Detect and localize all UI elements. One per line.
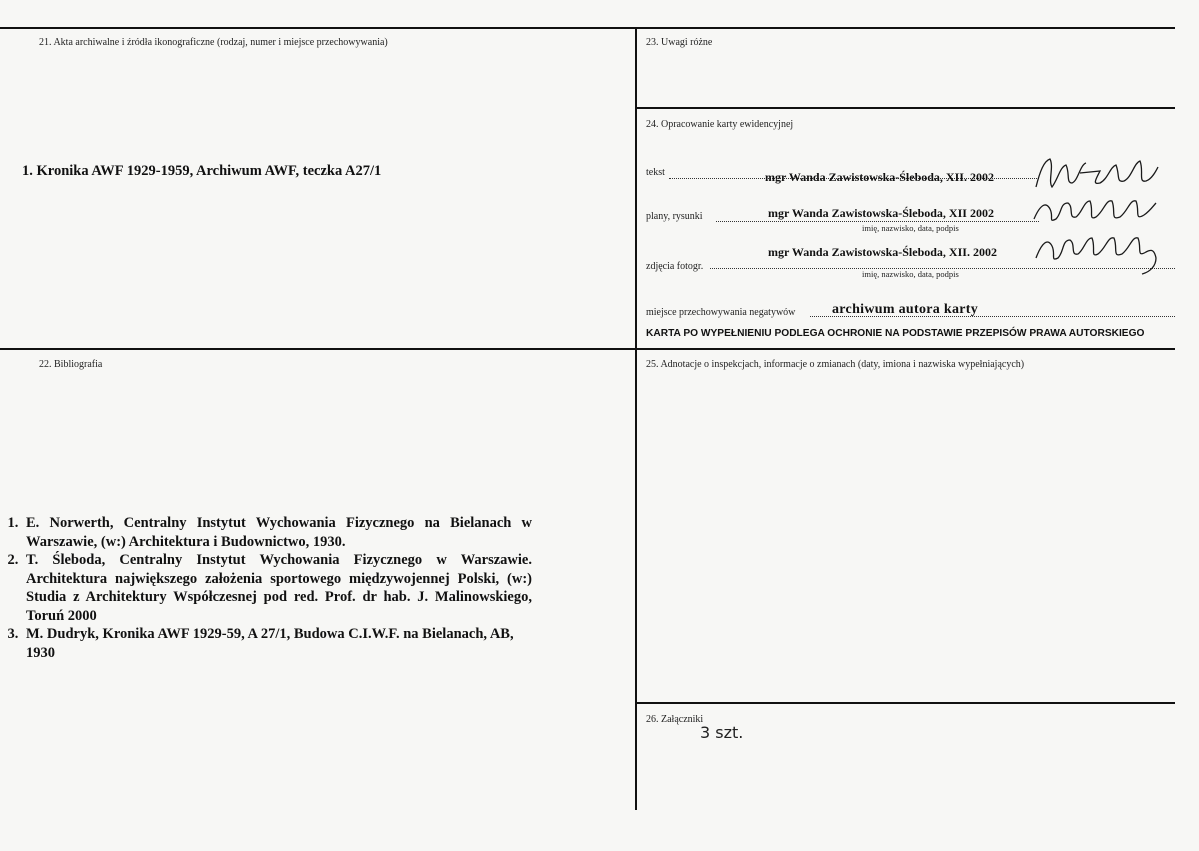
signature-1: [1030, 153, 1165, 195]
field-22-label: 22. Bibliografia: [39, 359, 103, 370]
divider-23-24: [636, 107, 1175, 109]
divider-top-bottom: [0, 348, 1175, 350]
author-value-plans: mgr Wanda Zawistowska-Śleboda, XII 2002: [768, 206, 994, 220]
bibliography-entry: 3. M. Dudryk, Kronika AWF 1929-59, A 27/1, Budowa C.I.W.F. na Bielanach, AB, 1930: [22, 625, 532, 662]
bibliography-entry: 1. E. Norwerth, Centralny Instytut Wychowania Fizycznego na Bielanach w Warszawie, (w:) Architektura i Budownictwo, 1930.: [22, 514, 532, 551]
attachments-handwritten: 3 szt.: [700, 723, 744, 742]
top-border: [0, 27, 1175, 29]
row-label-photos: zdjęcia fotogr.: [646, 261, 704, 272]
row-label-plans: plany, rysunki: [646, 211, 703, 222]
signature-3: [1030, 228, 1160, 278]
negatives-label: miejsce przechowywania negatywów: [646, 307, 796, 318]
center-divider: [635, 27, 637, 810]
bibliography-list: [0, 514, 532, 662]
row-sublabel: imię, nazwisko, data, podpis: [862, 269, 959, 279]
negatives-value: archiwum autora karty: [832, 302, 979, 317]
field-26-label: 26. Załączniki: [646, 714, 704, 725]
divider-25-26: [636, 702, 1175, 704]
row-sublabel: imię, nazwisko, data, podpis: [862, 223, 959, 233]
field-21-entry: 1. Kronika AWF 1929-1959, Archiwum AWF, teczka A27/1: [22, 163, 382, 179]
row-dots: [716, 221, 1039, 222]
field-23-label: 23. Uwagi różne: [646, 37, 713, 48]
signature-2: [1030, 193, 1160, 229]
field-21-label: 21. Akta archiwalne i źródła ikonograficzne (rodzaj, numer i miejsce przechowywania): [39, 37, 388, 48]
author-value-text: mgr Wanda Zawistowska-Śleboda, XII. 2002: [765, 170, 994, 184]
field-24-label: 24. Opracowanie karty ewidencyjnej: [646, 119, 794, 130]
bibliography-entry: 2. T. Śleboda, Centralny Instytut Wychowania Fizycznego w Warszawie. Architektura największego założenia sportowego międzywojennej Polski, (w:) Studia z Architektury Współczesnej pod red. Prof. dr hab. J. Malinowskiego, Toruń 2000: [22, 551, 532, 625]
field-25-label: 25. Adnotacje o inspekcjach, informacje o zmianach (daty, imiona i nazwiska wypełniających): [646, 359, 1025, 370]
row-label-text: tekst: [646, 167, 665, 178]
copyright-notice: KARTA PO WYPEŁNIENIU PODLEGA OCHRONIE NA PODSTAWIE PRZEPISÓW PRAWA AUTORSKIEGO: [646, 328, 1145, 339]
author-value-photos: mgr Wanda Zawistowska-Śleboda, XII. 2002: [768, 245, 997, 259]
